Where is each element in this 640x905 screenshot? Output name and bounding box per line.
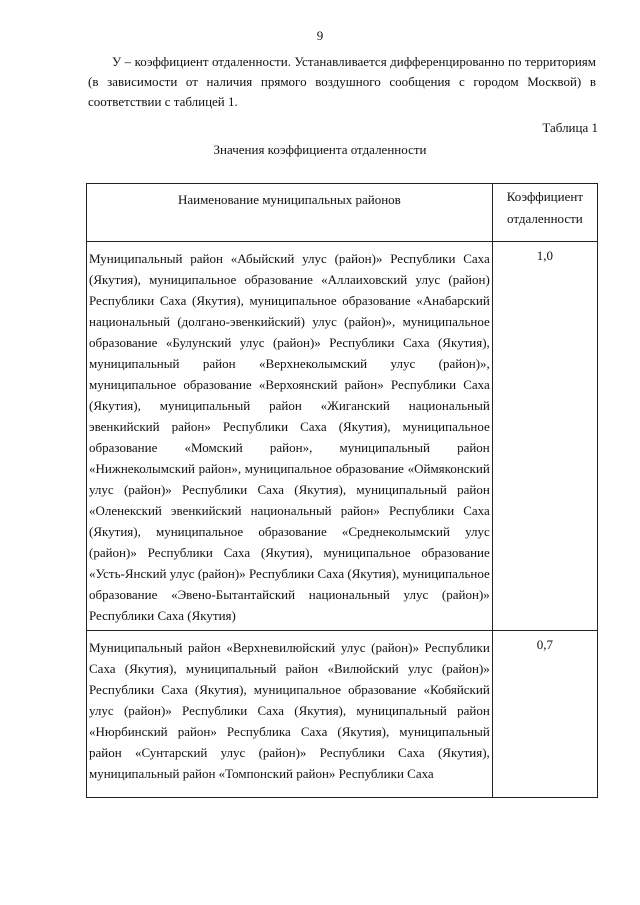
table-row xyxy=(87,631,598,798)
header-districts: Наименование муниципальных районов xyxy=(87,184,493,242)
coefficient-cell: 1,0 xyxy=(492,242,597,631)
table-header-row xyxy=(87,184,598,242)
table-title: Значения коэффициента отдаленности xyxy=(213,142,427,157)
table-row xyxy=(87,242,598,631)
intro-paragraph: У – коэффициент отдаленности. Устанавливается дифференцированно по территориям (в зависимости от наличия прямого воздушного сообщения с городом Москвой) в соответствии с таблицей 1. xyxy=(88,54,596,109)
districts-cell: Муниципальный район «Верхневилюйский улус (район)» Республики Саха (Якутия), муниципальный район «Вилюйский улус (район)» Республики Саха (Якутия), муниципальное образование «Кобяйский улус (район)» Республики Саха (Якутия), муниципальный район «Нюрбинский район» Республика Саха (Якутия), муниципальный район «Сунтарский улус (район)» Республики Саха (Якутия), муниципальный район «Томпонский район» Республики Саха xyxy=(87,631,493,798)
districts-cell: Муниципальный район «Абыйский улус (район)» Республики Саха (Якутия), муниципальное образование «Аллаиховский улус (район) Республики Саха (Якутия), муниципальное образование «Анабарский национальный (долгано-эвенкийский) улус (район)», муниципальное образование «Булунский улус (район)» Республики Саха (Якутия), муниципальный район «Верхнеколымский улус (район)», муниципальное образование «Верхоянский район» Республики Саха (Якутия), муниципальный район «Жиганский национальный эвенкийский район» Республики Саха (Якутия), муниципальное образование «Момский район», муниципальный район «Нижнеколымский район», муниципальное образование «Оймяконский улус (район)» Республики Саха (Якутия), муниципальный район «Оленекский эвенкийский национальный район» Республики Саха (Якутия), муниципальное образование «Среднеколымский улус (район)» Республики Саха (Якутия), муниципальное образование «Усть-Янский улус (район)» Республики Саха (Якутия), муниципальное образование «Эвено-Бытантайский национальный улус (район)» Республики Саха (Якутия) xyxy=(87,242,493,631)
table-label: Таблица 1 xyxy=(542,120,598,135)
page-number: 9 xyxy=(316,28,324,43)
coefficient-cell: 0,7 xyxy=(492,631,597,798)
header-coefficient: Коэффициент отдаленности xyxy=(492,184,597,242)
coefficient-table xyxy=(86,183,598,798)
